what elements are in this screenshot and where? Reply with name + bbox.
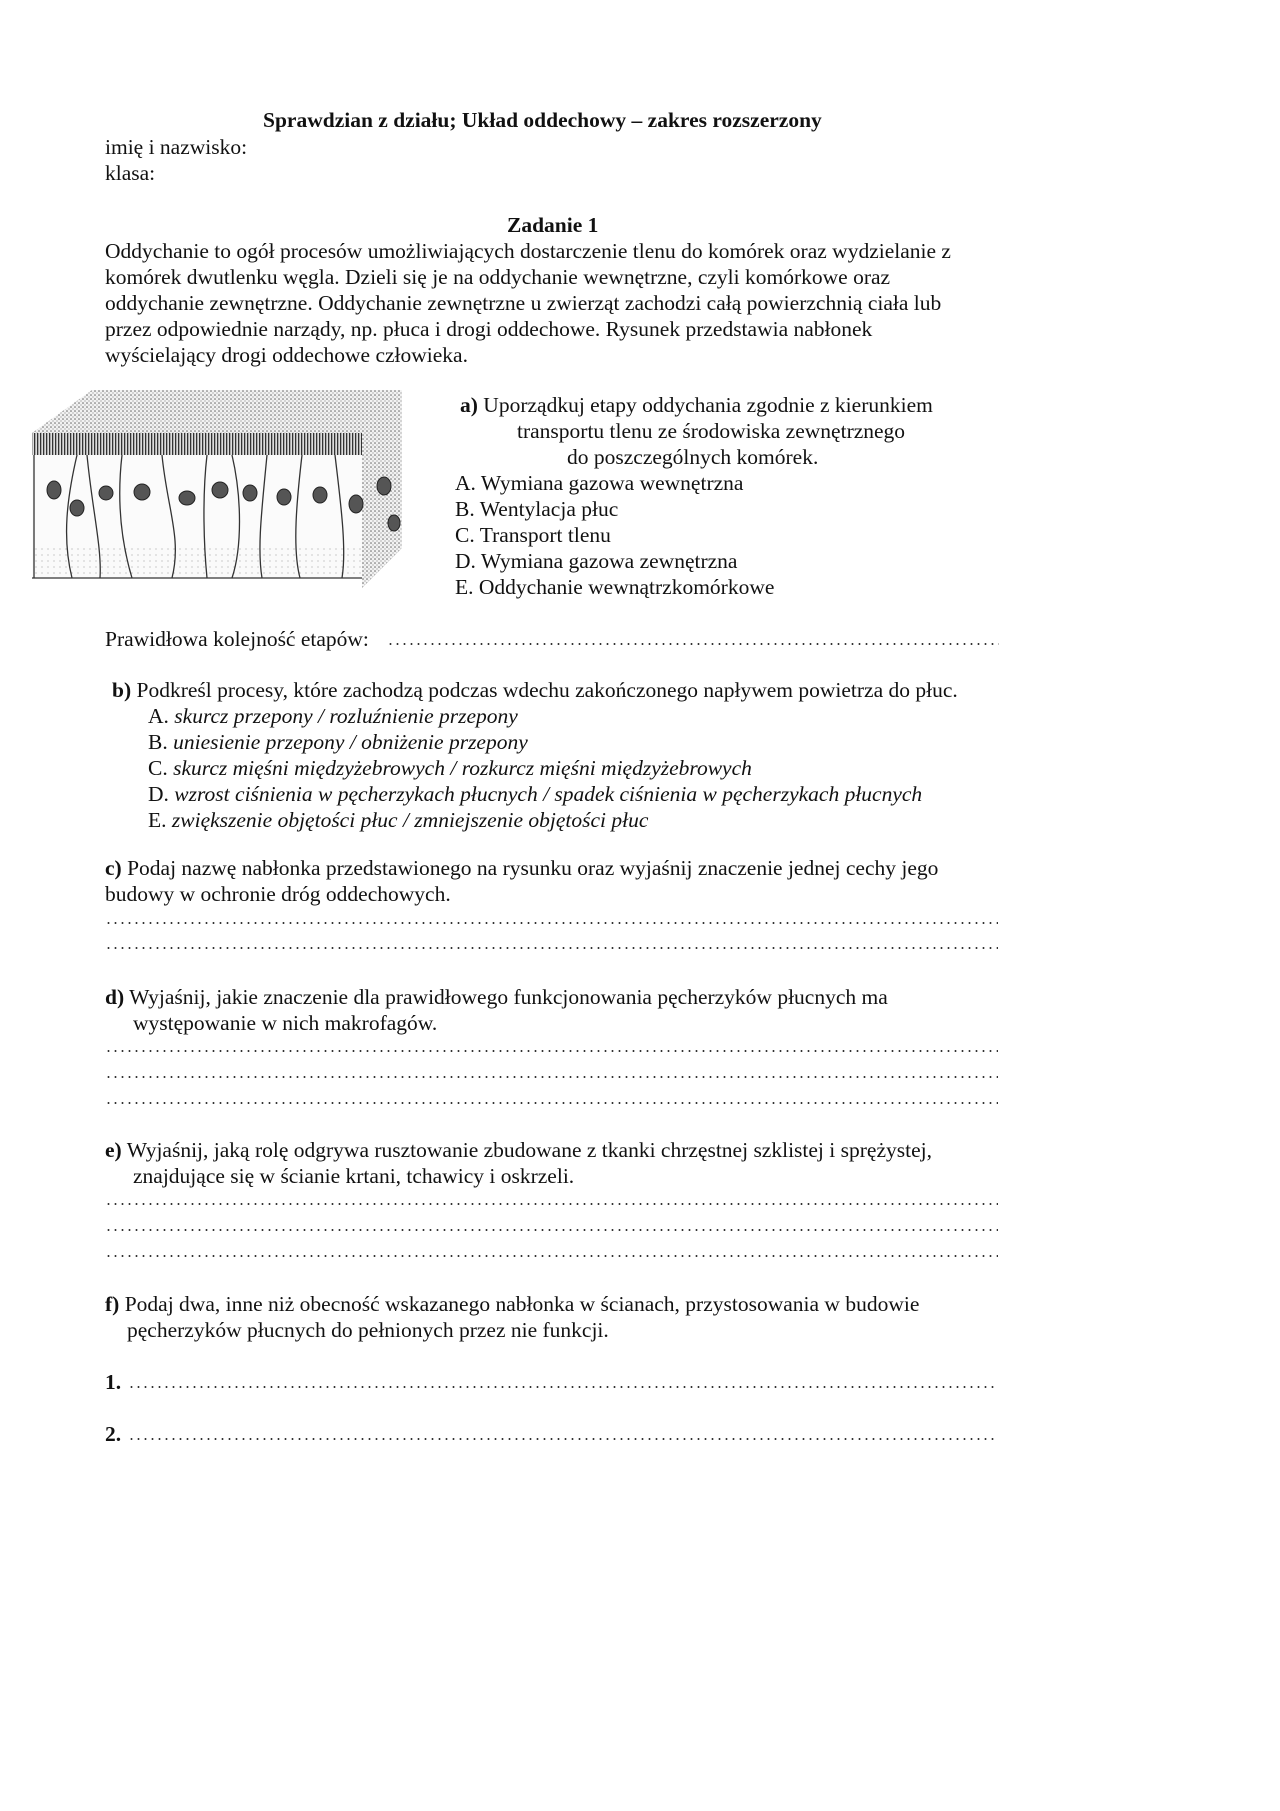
question-f-prompt-line: pęcherzyków płucnych do pełnionych przez nie funkcji. [127, 1318, 609, 1342]
intro-line: Oddychanie to ogół procesów umożliwiających dostarczenie tlenu do komórek oraz wydzielanie z [105, 239, 951, 263]
question-f-answer-number: 2. [105, 1422, 122, 1446]
question-a-prompt-line: do poszczególnych komórek. [567, 445, 819, 469]
question-b-option[interactable]: B. uniesienie przepony / obniżenie przepony [148, 730, 528, 754]
question-c-letter: c) [105, 856, 122, 880]
question-e-answer-line[interactable] [105, 1255, 998, 1257]
question-c-prompt: c) Podaj nazwę nabłonka przedstawionego na rysunku oraz wyjaśnij znaczenie jednej cechy jego [105, 856, 939, 880]
question-a-prompt: a) Uporządkuj etapy oddychania zgodnie z kierunkiem [460, 393, 933, 417]
question-d-answer-line[interactable] [105, 1050, 998, 1052]
question-b-letter: b) [112, 678, 132, 702]
question-c-answer-line[interactable] [105, 947, 998, 949]
question-d-letter: d) [105, 985, 125, 1009]
class-field-label: klasa: [105, 161, 156, 185]
question-a-answer-line[interactable] [387, 643, 999, 645]
question-b-option[interactable]: A. skurcz przepony / rozluźnienie przepony [148, 704, 518, 728]
question-a-option: C. Transport tlenu [455, 523, 611, 547]
question-b-prompt: b) Podkreśl procesy, które zachodzą podczas wdechu zakończonego napływem powietrza do płuc. [112, 678, 958, 702]
question-f-answer-line-2[interactable] [128, 1438, 998, 1440]
question-f-answer-number: 1. [105, 1370, 122, 1394]
question-e-prompt: e) Wyjaśnij, jaką rolę odgrywa rusztowanie zbudowane z tkanki chrzęstnej szklistej i sprężystej, [105, 1138, 932, 1162]
question-d-prompt-line: występowanie w nich makrofagów. [133, 1011, 438, 1035]
question-f-answer-line-1[interactable] [128, 1386, 998, 1388]
question-a-option: A. Wymiana gazowa wewnętrzna [455, 471, 744, 495]
document-title: Sprawdzian z działu; Układ oddechowy – zakres rozszerzony [263, 108, 822, 132]
intro-line: wyścielający drogi oddechowe człowieka. [105, 343, 468, 367]
intro-line: oddychanie zewnętrzne. Oddychanie zewnętrzne u zwierząt zachodzi całą powierzchnią ciała lub [105, 291, 942, 315]
question-f-prompt: f) Podaj dwa, inne niż obecność wskazanego nabłonka w ścianach, przystosowania w budowie [105, 1292, 920, 1316]
question-c-prompt-line: budowy w ochronie dróg oddechowych. [105, 882, 451, 906]
question-f-letter: f) [105, 1292, 120, 1316]
question-e-letter: e) [105, 1138, 122, 1162]
question-d-answer-line[interactable] [105, 1076, 998, 1078]
task-heading: Zadanie 1 [507, 213, 599, 237]
question-e-answer-line[interactable] [105, 1203, 998, 1205]
question-a-letter: a) [460, 393, 478, 417]
question-d-prompt: d) Wyjaśnij, jakie znaczenie dla prawidłowego funkcjonowania pęcherzyków płucnych ma [105, 985, 888, 1009]
question-a-prompt-line: transportu tlenu ze środowiska zewnętrznego [517, 419, 906, 443]
question-b-option[interactable]: E. zwiększenie objętości płuc / zmniejszenie objętości płuc [148, 808, 649, 832]
name-field-label: imię i nazwisko: [105, 135, 248, 159]
question-a-option: B. Wentylacja płuc [455, 497, 619, 521]
question-a-answer-label: Prawidłowa kolejność etapów: [105, 627, 369, 651]
question-c-answer-line[interactable] [105, 922, 998, 924]
question-e-prompt-line: znajdujące się w ścianie krtani, tchawicy i oskrzeli. [133, 1164, 575, 1188]
ciliated-epithelium-illustration-icon [22, 378, 430, 600]
question-e-answer-line[interactable] [105, 1229, 998, 1231]
question-a-option: E. Oddychanie wewnątrzkomórkowe [455, 575, 775, 599]
question-d-answer-line[interactable] [105, 1102, 998, 1104]
intro-line: przez odpowiednie narządy, np. płuca i drogi oddechowe. Rysunek przedstawia nabłonek [105, 317, 873, 341]
question-a-option: D. Wymiana gazowa zewnętrzna [455, 549, 738, 573]
intro-line: komórek dwutlenku węgla. Dzieli się je na oddychanie wewnętrzne, czyli komórkowe oraz [105, 265, 891, 289]
question-b-option[interactable]: C. skurcz mięśni międzyżebrowych / rozkurcz mięśni międzyżebrowych [148, 756, 752, 780]
question-b-option[interactable]: D. wzrost ciśnienia w pęcherzykach płucnych / spadek ciśnienia w pęcherzykach płucnych [148, 782, 923, 806]
